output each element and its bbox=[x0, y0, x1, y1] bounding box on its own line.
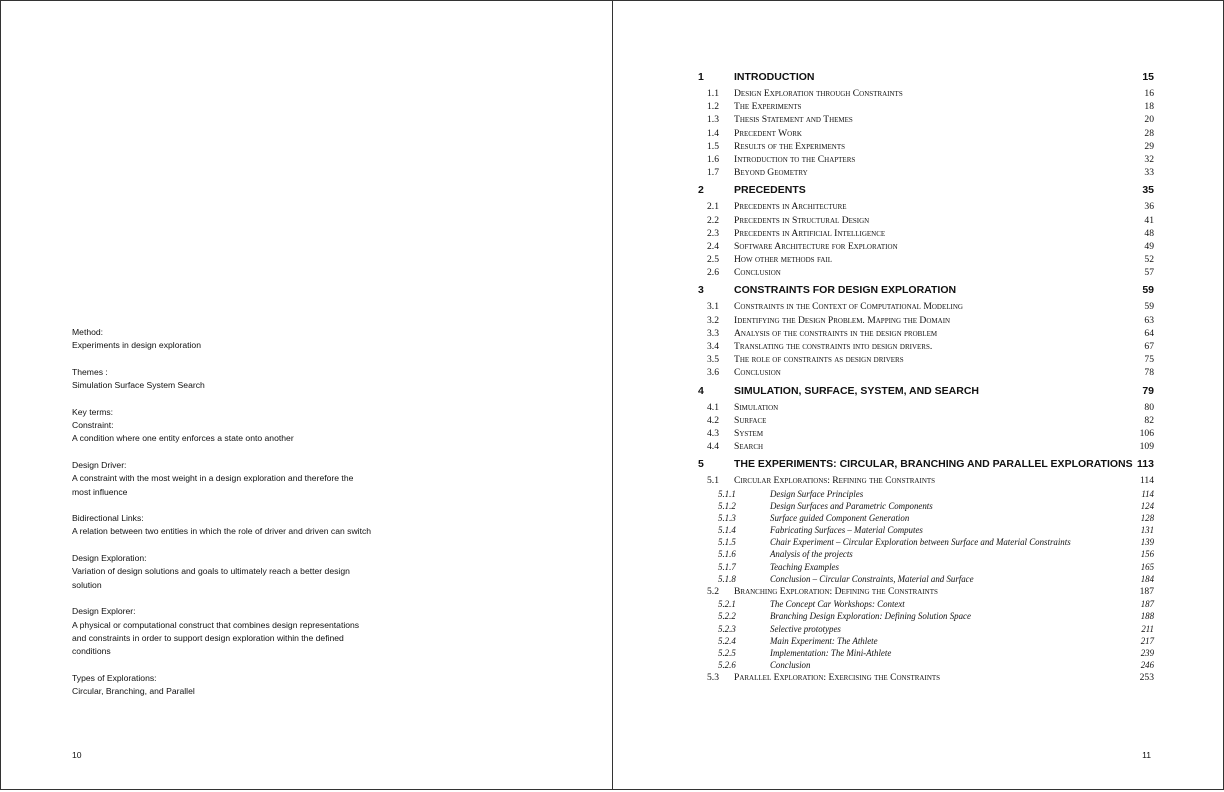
table-of-contents bbox=[698, 69, 1154, 685]
toc-chapter bbox=[698, 282, 1154, 298]
section-page: 78 bbox=[1144, 367, 1154, 379]
subsection-number: 5.2.4 bbox=[718, 635, 736, 646]
section-title: Results of the Experiments bbox=[734, 140, 845, 152]
section-title: Precedents in Structural Design bbox=[734, 214, 870, 226]
section-page: 20 bbox=[1144, 114, 1154, 126]
chapter-number: 5 bbox=[698, 458, 704, 471]
subsection-number: 5.1.7 bbox=[718, 561, 736, 572]
section-page: 80 bbox=[1144, 401, 1154, 413]
glossary-definition: Circular, Branching, and Parallel bbox=[72, 686, 195, 697]
toc-section bbox=[698, 153, 1154, 166]
chapter-page: 79 bbox=[1142, 384, 1154, 397]
toc-subsection bbox=[698, 488, 1154, 500]
toc-chapter bbox=[698, 383, 1154, 399]
glossary-term: Constraint: bbox=[72, 420, 114, 431]
section-page: 33 bbox=[1144, 167, 1154, 179]
subsection-page: 188 bbox=[1140, 611, 1154, 622]
section-title: Precedents in Architecture bbox=[734, 201, 847, 213]
section-number: 1.3 bbox=[707, 114, 719, 126]
glossary-entry bbox=[72, 672, 372, 699]
toc-section bbox=[698, 585, 1154, 598]
subsection-number: 5.2.3 bbox=[718, 623, 736, 634]
toc-subsection bbox=[698, 573, 1154, 585]
toc-section bbox=[698, 87, 1154, 100]
glossary-entry bbox=[72, 419, 372, 446]
section-page: 52 bbox=[1144, 254, 1154, 266]
toc-section bbox=[698, 353, 1154, 366]
section-title: Beyond Geometry bbox=[734, 167, 808, 179]
chapter-number: 4 bbox=[698, 384, 704, 397]
section-number: 3.6 bbox=[707, 367, 719, 379]
toc-section bbox=[698, 340, 1154, 353]
glossary-term: Bidirectional Links: bbox=[72, 513, 144, 524]
section-number: 5.2 bbox=[707, 586, 719, 597]
chapter-number: 1 bbox=[698, 71, 704, 83]
toc-section bbox=[698, 401, 1154, 414]
toc-chapter bbox=[698, 182, 1154, 198]
right-page bbox=[612, 0, 1224, 790]
section-title: Conclusion bbox=[734, 267, 781, 279]
glossary-entry bbox=[72, 459, 372, 499]
chapter-page: 35 bbox=[1142, 184, 1154, 197]
section-title: System bbox=[734, 427, 764, 439]
subsection-number: 5.1.5 bbox=[718, 537, 736, 548]
section-number: 1.2 bbox=[707, 101, 719, 113]
section-title: Conclusion bbox=[734, 367, 781, 379]
section-number: 3.1 bbox=[707, 301, 719, 313]
toc-subsection bbox=[698, 635, 1154, 647]
subsection-page: 239 bbox=[1140, 647, 1154, 658]
section-title: Precedent Work bbox=[734, 127, 802, 139]
section-title: Identifying the Design Problem. Mapping the Domain bbox=[734, 314, 951, 326]
subsection-page: 128 bbox=[1140, 512, 1154, 523]
toc-section bbox=[698, 427, 1154, 440]
toc-section bbox=[698, 113, 1154, 126]
toc-section bbox=[698, 214, 1154, 227]
subsection-number: 5.1.1 bbox=[718, 488, 736, 499]
glossary-definition: solution bbox=[72, 579, 102, 590]
toc-subsection bbox=[698, 647, 1154, 659]
section-page: 109 bbox=[1139, 441, 1154, 453]
subsection-title: Chair Experiment – Circular Exploration between Surface and Material Constraints bbox=[770, 537, 1071, 548]
section-number: 5.1 bbox=[707, 475, 719, 487]
subsection-number: 5.1.4 bbox=[718, 525, 736, 536]
section-number: 2.5 bbox=[707, 254, 719, 266]
subsection-page: 165 bbox=[1140, 561, 1154, 572]
glossary-term: Types of Explorations: bbox=[72, 672, 157, 683]
section-page: 41 bbox=[1144, 214, 1154, 226]
toc-subsection bbox=[698, 659, 1154, 671]
section-page: 49 bbox=[1144, 240, 1154, 252]
toc-section bbox=[698, 671, 1154, 684]
section-number: 2.3 bbox=[707, 227, 719, 239]
toc-subsection bbox=[698, 623, 1154, 635]
glossary-definition: A constraint with the most weight in a design exploration and therefore the bbox=[72, 473, 354, 484]
section-title: Branching Exploration: Defining the Constraints bbox=[734, 586, 938, 597]
section-page: 63 bbox=[1144, 314, 1154, 326]
subsection-number: 5.2.5 bbox=[718, 647, 736, 658]
glossary-definition: A relation between two entities in which the role of driver and driven can switch bbox=[72, 526, 372, 537]
section-number: 1.5 bbox=[707, 140, 719, 152]
subsection-title: Selective prototypes bbox=[770, 623, 841, 634]
section-title: Simulation bbox=[734, 401, 779, 413]
section-title: The Experiments bbox=[734, 101, 802, 113]
section-number: 5.3 bbox=[707, 672, 719, 684]
glossary-term: Design Exploration: bbox=[72, 553, 147, 564]
section-page: 106 bbox=[1139, 427, 1154, 439]
toc-section bbox=[698, 100, 1154, 113]
glossary bbox=[72, 326, 372, 712]
toc-section bbox=[698, 266, 1154, 279]
subsection-page: 187 bbox=[1140, 599, 1154, 610]
toc-section bbox=[698, 253, 1154, 266]
section-number: 1.7 bbox=[707, 167, 719, 179]
section-page: 82 bbox=[1144, 414, 1154, 426]
toc-subsection bbox=[698, 512, 1154, 524]
section-title: The role of constraints as design drivers bbox=[734, 354, 904, 366]
glossary-entry bbox=[72, 366, 372, 393]
subsection-title: Design Surfaces and Parametric Components bbox=[770, 500, 933, 511]
glossary-definition: most influence bbox=[72, 486, 128, 497]
section-page: 29 bbox=[1144, 140, 1154, 152]
chapter-title: INTRODUCTION bbox=[734, 71, 815, 83]
subsection-page: 139 bbox=[1140, 537, 1154, 548]
section-number: 1.4 bbox=[707, 127, 719, 139]
toc-section bbox=[698, 227, 1154, 240]
toc-section bbox=[698, 414, 1154, 427]
subsection-title: Teaching Examples bbox=[770, 561, 839, 572]
glossary-definition: and constraints in order to support design exploration within the defined bbox=[72, 632, 344, 643]
section-number: 3.5 bbox=[707, 354, 719, 366]
section-number: 3.3 bbox=[707, 327, 719, 339]
section-number: 3.2 bbox=[707, 314, 719, 326]
section-page: 18 bbox=[1144, 101, 1154, 113]
toc-section bbox=[698, 166, 1154, 179]
toc-section bbox=[698, 140, 1154, 153]
section-title: Parallel Exploration: Exercising the Constraints bbox=[734, 672, 941, 684]
subsection-title: Surface guided Component Generation bbox=[770, 512, 910, 523]
subsection-title: Design Surface Principles bbox=[770, 488, 864, 499]
glossary-definition: Simulation Surface System Search bbox=[72, 380, 205, 391]
section-number: 3.4 bbox=[707, 341, 719, 352]
section-page: 67 bbox=[1144, 341, 1154, 352]
section-number: 2.2 bbox=[707, 214, 719, 226]
chapter-number: 2 bbox=[698, 184, 704, 197]
chapter-title: SIMULATION, SURFACE, SYSTEM, AND SEARCH bbox=[734, 384, 980, 397]
section-title: Software Architecture for Exploration bbox=[734, 240, 898, 252]
subsection-title: Conclusion bbox=[770, 660, 811, 671]
subsection-number: 5.2.1 bbox=[718, 599, 736, 610]
chapter-page: 59 bbox=[1142, 284, 1154, 297]
section-number: 2.1 bbox=[707, 201, 719, 213]
glossary-entry bbox=[72, 406, 372, 419]
subsection-number: 5.2.6 bbox=[718, 660, 736, 671]
toc-section bbox=[698, 200, 1154, 213]
subsection-title: Branching Design Exploration: Defining Solution Space bbox=[770, 611, 971, 622]
section-page: 75 bbox=[1144, 354, 1154, 366]
section-page: 36 bbox=[1144, 201, 1154, 213]
section-title: Translating the constraints into design drivers. bbox=[734, 341, 933, 352]
subsection-title: Fabricating Surfaces – Material Computes bbox=[770, 525, 923, 536]
section-title: Introduction to the Chapters bbox=[734, 153, 856, 165]
section-number: 4.3 bbox=[707, 427, 719, 439]
toc-section bbox=[698, 240, 1154, 253]
chapter-page: 15 bbox=[1142, 71, 1154, 83]
toc-subsection bbox=[698, 610, 1154, 622]
subsection-page: 114 bbox=[1141, 488, 1154, 499]
toc-chapter bbox=[698, 69, 1154, 85]
glossary-definition: conditions bbox=[72, 646, 111, 657]
section-number: 1.1 bbox=[707, 88, 719, 99]
section-number: 2.6 bbox=[707, 267, 719, 279]
glossary-definition: Experiments in design exploration bbox=[72, 340, 201, 351]
chapter-number: 3 bbox=[698, 284, 704, 297]
glossary-term: Themes : bbox=[72, 366, 108, 377]
section-title: Analysis of the constraints in the design problem bbox=[734, 327, 938, 339]
chapter-title: PRECEDENTS bbox=[734, 184, 806, 197]
subsection-page: 124 bbox=[1140, 500, 1154, 511]
subsection-page: 131 bbox=[1140, 525, 1154, 536]
glossary-entry bbox=[72, 326, 372, 353]
section-title: Surface bbox=[734, 414, 767, 426]
section-page: 114 bbox=[1139, 475, 1154, 487]
subsection-number: 5.1.2 bbox=[718, 500, 736, 511]
toc-section bbox=[698, 127, 1154, 140]
section-page: 187 bbox=[1139, 586, 1154, 597]
subsection-title: The Concept Car Workshops: Context bbox=[770, 599, 905, 610]
glossary-entry bbox=[72, 512, 372, 539]
page-number-left: 10 bbox=[72, 750, 82, 760]
glossary-definition: Variation of design solutions and goals to ultimately reach a better design bbox=[72, 566, 350, 577]
glossary-entry bbox=[72, 552, 372, 592]
section-title: Search bbox=[734, 441, 764, 453]
glossary-term: Design Explorer: bbox=[72, 606, 136, 617]
glossary-definition: A condition where one entity enforces a state onto another bbox=[72, 433, 294, 444]
toc-section bbox=[698, 314, 1154, 327]
subsection-title: Implementation: The Mini-Athlete bbox=[770, 647, 892, 658]
toc-section bbox=[698, 440, 1154, 453]
glossary-term: Method: bbox=[72, 327, 104, 337]
section-number: 4.1 bbox=[707, 401, 719, 413]
section-page: 16 bbox=[1144, 88, 1154, 99]
section-title: Design Exploration through Constraints bbox=[734, 88, 903, 99]
section-number: 4.4 bbox=[707, 441, 719, 453]
section-number: 4.2 bbox=[707, 414, 719, 426]
toc-section bbox=[698, 474, 1154, 487]
chapter-title: THE EXPERIMENTS: CIRCULAR, BRANCHING AND PARALLEL EXPLORATIONS bbox=[734, 458, 1133, 471]
subsection-number: 5.1.8 bbox=[718, 573, 736, 584]
toc-subsection bbox=[698, 561, 1154, 573]
subsection-title: Main Experiment: The Athlete bbox=[770, 635, 878, 646]
section-page: 32 bbox=[1144, 153, 1154, 165]
section-number: 1.6 bbox=[707, 153, 719, 165]
toc-subsection bbox=[698, 536, 1154, 548]
toc-section bbox=[698, 327, 1154, 340]
section-title: Precedents in Artificial Intelligence bbox=[734, 227, 886, 239]
section-page: 64 bbox=[1144, 327, 1154, 339]
glossary-entry bbox=[72, 605, 372, 658]
glossary-term: Key terms: bbox=[72, 406, 114, 417]
toc-chapter bbox=[698, 456, 1154, 472]
chapter-page: 113 bbox=[1137, 458, 1154, 471]
subsection-number: 5.1.3 bbox=[718, 512, 736, 523]
subsection-title: Analysis of the projects bbox=[770, 549, 853, 560]
chapter-title: CONSTRAINTS FOR DESIGN EXPLORATION bbox=[734, 284, 957, 297]
section-title: Constraints in the Context of Computational Modeling bbox=[734, 301, 963, 313]
toc-section bbox=[698, 300, 1154, 313]
section-page: 57 bbox=[1144, 267, 1154, 279]
toc-subsection bbox=[698, 548, 1154, 560]
section-number: 2.4 bbox=[707, 240, 719, 252]
glossary-term: Design Driver: bbox=[72, 459, 127, 470]
subsection-page: 156 bbox=[1140, 549, 1154, 560]
page-number-right: 11 bbox=[1142, 750, 1151, 760]
toc-section bbox=[698, 366, 1154, 379]
section-page: 48 bbox=[1144, 227, 1154, 239]
section-page: 59 bbox=[1144, 301, 1154, 313]
section-title: How other methods fail bbox=[734, 254, 832, 266]
toc-subsection bbox=[698, 500, 1154, 512]
subsection-page: 246 bbox=[1140, 660, 1154, 671]
subsection-number: 5.2.2 bbox=[718, 611, 736, 622]
section-title: Thesis Statement and Themes bbox=[734, 114, 853, 126]
left-page bbox=[0, 0, 613, 790]
subsection-number: 5.1.6 bbox=[718, 549, 736, 560]
subsection-page: 217 bbox=[1140, 635, 1154, 646]
section-page: 253 bbox=[1139, 672, 1154, 684]
toc-subsection bbox=[698, 524, 1154, 536]
subsection-page: 184 bbox=[1140, 573, 1154, 584]
subsection-title: Conclusion – Circular Constraints, Material and Surface bbox=[770, 573, 974, 584]
glossary-definition: A physical or computational construct that combines design representations bbox=[72, 619, 360, 630]
section-page: 28 bbox=[1144, 127, 1154, 139]
subsection-page: 211 bbox=[1141, 623, 1154, 634]
toc-subsection bbox=[698, 598, 1154, 610]
section-title: Circular Explorations: Refining the Constraints bbox=[734, 475, 936, 487]
